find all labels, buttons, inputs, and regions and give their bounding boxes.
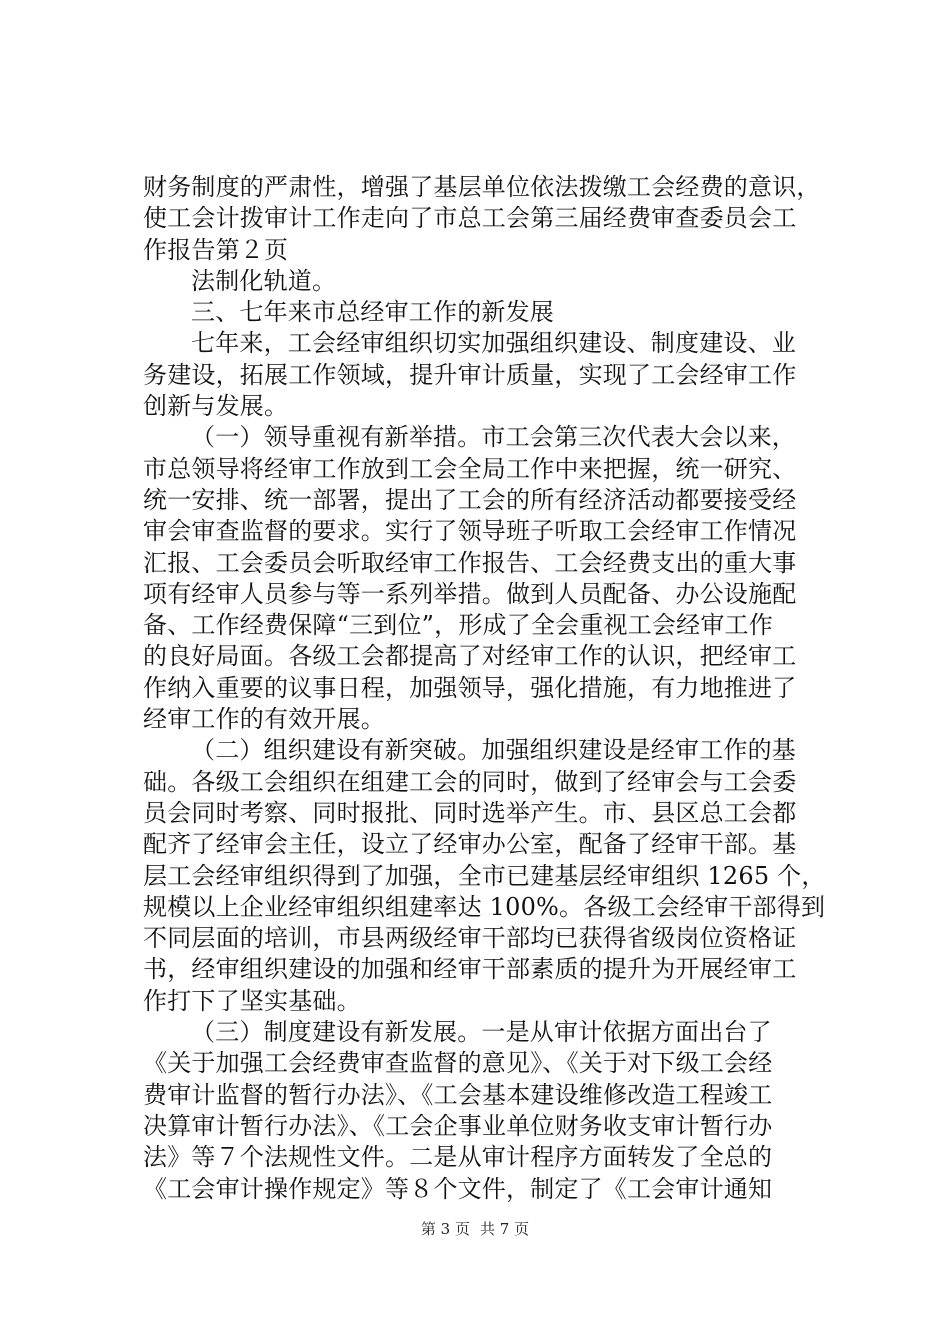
- text-line: 决算审计暂行办法》、《工会企事业单位财务收支审计暂行办: [143, 1111, 773, 1140]
- text-line: 规模以上企业经审组织组建率达 100%。各级工会经审干部得到: [143, 892, 826, 921]
- subsection-line: （二）组织建设有新突破。加强组织建设是经审工作的基: [191, 736, 796, 765]
- text-line: 作纳入重要的议事日程，加强领导，强化措施，有力地推进了: [143, 673, 797, 702]
- document-body: [143, 172, 843, 1205]
- text-line: 财务制度的严肃性，增强了基层单位依法拨缴工会经费的意识，: [143, 173, 821, 201]
- subsection-line: （三）制度建设有新发展。一是从审计依据方面出台了: [191, 1018, 772, 1047]
- text-line: 层工会经审组织得到了加强，全市已建基层经审组织 1265 个，: [143, 861, 826, 890]
- text-line: 《工会审计操作规定》等８个文件，制定了《工会审计通知: [143, 1174, 773, 1203]
- subsection-line: （一）领导重视有新举措。市工会第三次代表大会以来，: [191, 423, 796, 452]
- text-line: 的良好局面。各级工会都提高了对经审工作的认识，把经审工: [143, 642, 797, 671]
- text-line: 经审工作的有效开展。: [143, 705, 385, 734]
- text-line: 费审计监督的暂行办法》、《工会基本建设维修改造工程竣工: [143, 1080, 773, 1109]
- text-line: 法制化轨道。: [191, 266, 337, 295]
- text-line: 《关于加强工会经费审查监督的意见》、《关于对下级工会经: [143, 1049, 773, 1078]
- text-line: 础。各级工会组织在组建工会的同时，做到了经审会与工会委: [143, 767, 797, 796]
- page-number: 第 3 页: [420, 1220, 470, 1238]
- text-line: 员会同时考察、同时报批、同时选举产生。市、县区总工会都: [143, 798, 797, 827]
- text-line: 创新与发展。: [143, 392, 289, 421]
- text-line: 市总领导将经审工作放到工会全局工作中来把握，统一研究、: [143, 454, 797, 483]
- text-line: 七年来，工会经审组织切实加强组织建设、制度建设、业: [191, 329, 796, 358]
- section-heading: 三、七年来市总经审工作的新发展: [191, 298, 554, 327]
- text-line: 配齐了经审会主任，设立了经审办公室，配备了经审干部。基: [143, 830, 797, 859]
- text-line: 统一安排、统一部署，提出了工会的所有经济活动都要接受经: [143, 485, 797, 514]
- text-line: 不同层面的培训，市县两级经审干部均已获得省级岗位资格证: [143, 924, 797, 953]
- text-line: 汇报、工会委员会听取经审工作报告、工会经费支出的重大事: [143, 548, 797, 577]
- text-line: 务建设，拓展工作领域，提升审计质量，实现了工会经审工作: [143, 360, 797, 389]
- text-line: 法》等７个法规性文件。二是从审计程序方面转发了全总的: [143, 1143, 773, 1172]
- text-line: 书，经审组织建设的加强和经审干部素质的提升为开展经审工: [143, 955, 797, 984]
- text-line: 项有经审人员参与等一系列举措。做到人员配备、办公设施配: [143, 579, 797, 608]
- text-line: 作打下了坚实基础。: [143, 986, 361, 1015]
- page-total: 共 7 页: [480, 1220, 530, 1238]
- text-line: 备、工作经费保障“三到位”，形成了全会重视工会经审工作: [143, 611, 773, 640]
- text-line: 使工会计拨审计工作走向了市总工会第三届经费审查委员会工: [143, 204, 797, 233]
- page-footer: [0, 1219, 950, 1239]
- text-line: 作报告第２页: [143, 235, 289, 264]
- text-line: 审会审查监督的要求。实行了领导班子听取工会经审工作情况: [143, 517, 797, 546]
